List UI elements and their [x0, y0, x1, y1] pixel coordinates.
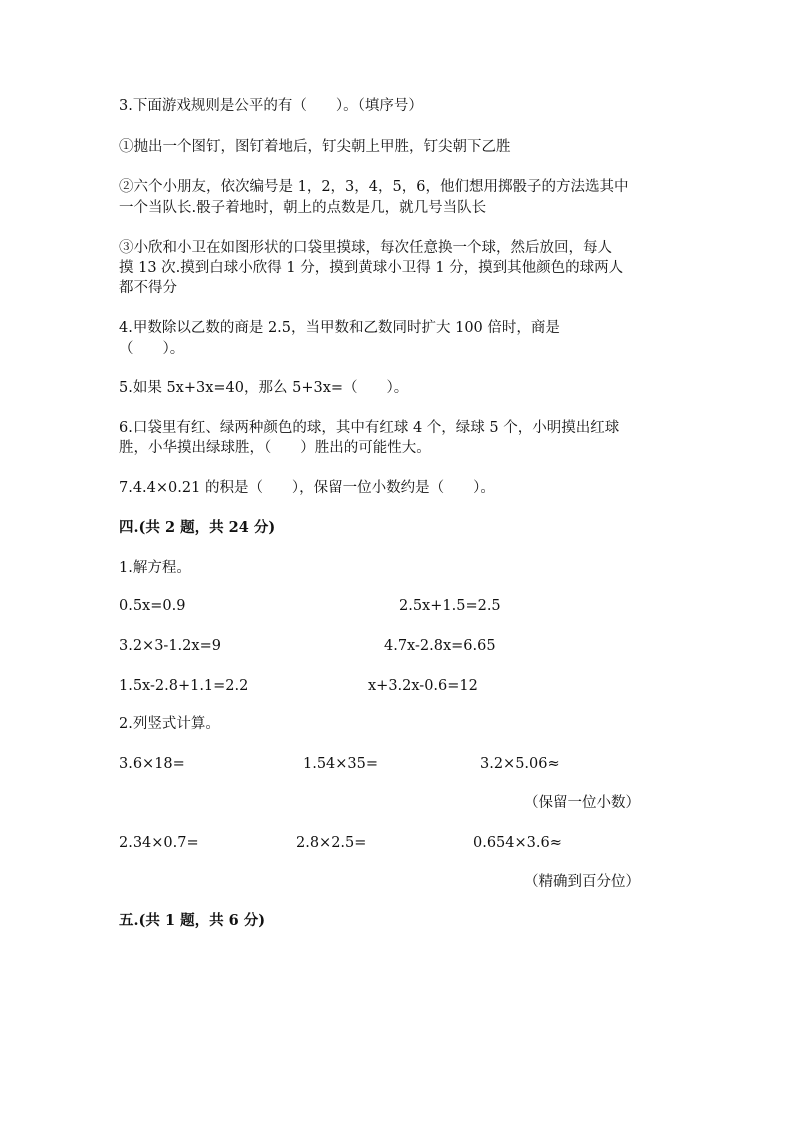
calc-note-2: （精确到百分位） — [524, 874, 640, 890]
equation-3-2: x+3.2x-0.6=12 — [368, 678, 478, 694]
section-4-part-2-title: 2.列竖式计算。 — [119, 716, 220, 732]
calc-2-3: 0.654×3.6≈ — [473, 835, 562, 851]
q4-line-2: （ ）。 — [119, 341, 185, 357]
section-4-part-1-title: 1.解方程。 — [119, 560, 191, 576]
q3-option-2-line-2: 一个当队长.骰子着地时，朝上的点数是几，就几号当队长 — [119, 200, 487, 216]
equation-1-1: 0.5x=0.9 — [119, 598, 186, 614]
q5-text: 5.如果 5x+3x=40，那么 5+3x=（ ）。 — [119, 380, 409, 396]
calc-1-3: 3.2×5.06≈ — [480, 756, 560, 772]
calc-1-2: 1.54×35= — [303, 756, 379, 772]
q4-line-1: 4.甲数除以乙数的商是 2.5，当甲数和乙数同时扩大 100 倍时，商是 — [119, 320, 560, 336]
equation-2-2: 4.7x-2.8x=6.65 — [384, 638, 496, 654]
q6-line-1: 6.口袋里有红、绿两种颜色的球，其中有红球 4 个，绿球 5 个，小明摸出红球 — [119, 420, 620, 436]
q3-option-3-line-2: 摸 13 次.摸到白球小欣得 1 分，摸到黄球小卫得 1 分，摸到其他颜色的球两人 — [119, 260, 624, 276]
equation-3-1: 1.5x-2.8+1.1=2.2 — [119, 678, 249, 694]
q3-option-3-line-1: ③小欣和小卫在如图形状的口袋里摸球，每次任意换一个球，然后放回，每人 — [119, 240, 612, 256]
equation-2-1: 3.2×3-1.2x=9 — [119, 638, 221, 654]
calc-2-2: 2.8×2.5= — [296, 835, 367, 851]
q3-option-2-line-1: ②六个小朋友，依次编号是 1，2，3，4，5，6，他们想用掷骰子的方法选其中 — [119, 179, 629, 195]
section-5-title: 五.(共 1 题，共 6 分) — [119, 912, 266, 929]
q3-stem: 3.下面游戏规则是公平的有（ ）。（填序号） — [119, 98, 423, 114]
calc-2-1: 2.34×0.7= — [119, 835, 199, 851]
calc-note-1: （保留一位小数） — [524, 795, 640, 811]
q3-option-1: ①抛出一个图钉，图钉着地后，钉尖朝上甲胜，钉尖朝下乙胜 — [119, 139, 511, 155]
equation-1-2: 2.5x+1.5=2.5 — [399, 598, 501, 614]
calc-1-1: 3.6×18= — [119, 756, 185, 772]
q3-option-3-line-3: 都不得分 — [119, 280, 177, 296]
section-4-title: 四.(共 2 题，共 24 分) — [119, 519, 276, 536]
q7-text: 7.4.4×0.21 的积是（ ），保留一位小数约是（ ）。 — [119, 480, 495, 496]
q6-line-2: 胜，小华摸出绿球胜，（ ）胜出的可能性大。 — [119, 440, 431, 456]
